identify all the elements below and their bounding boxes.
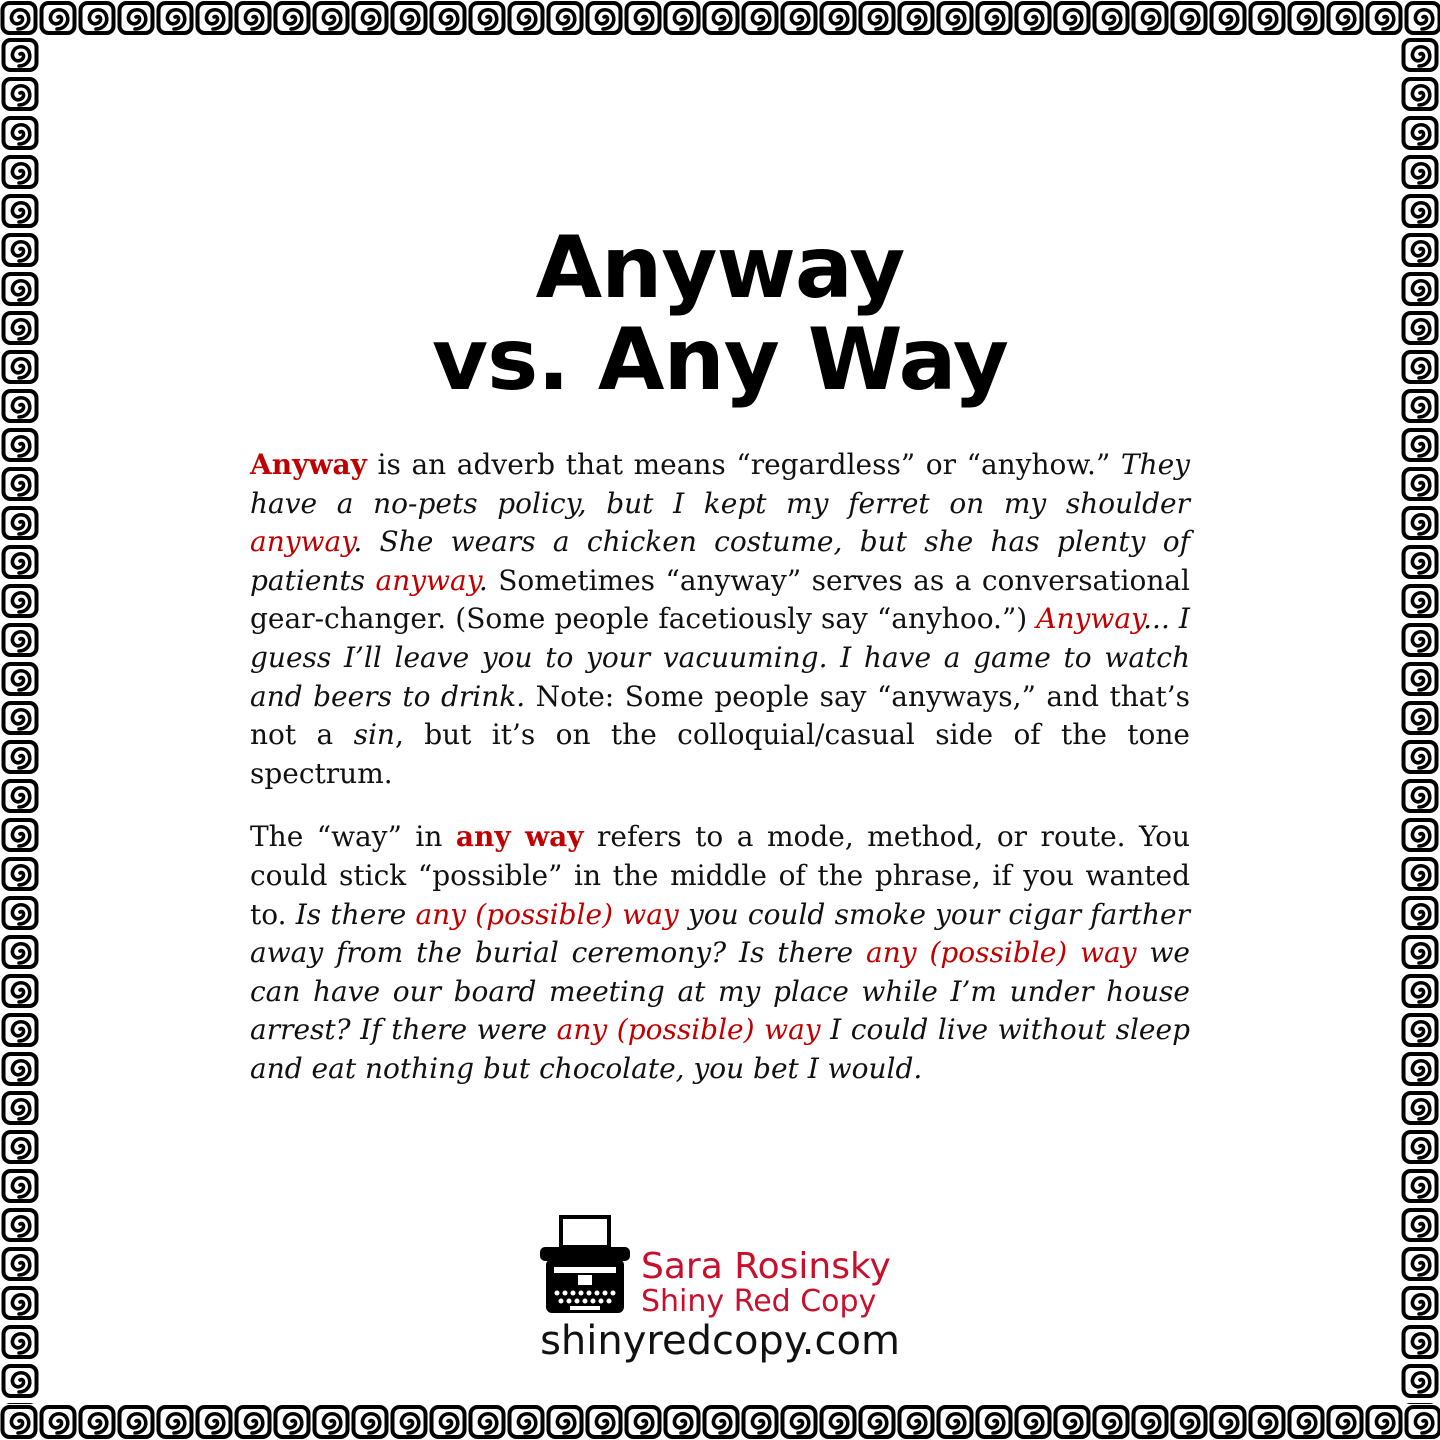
- note-emphasis: sin: [353, 718, 395, 752]
- body-segment: Sometimes “anyway” serves as a conversational gear-changer. (Some people facetiously say “anyhoo.”): [250, 563, 1191, 636]
- page-title: [0, 218, 1440, 410]
- brand-name: Shiny Red Copy: [641, 1284, 877, 1319]
- example-highlight: any (possible) way: [556, 1013, 821, 1047]
- spiral-border-bottom: [0, 1404, 1440, 1440]
- term-any-way: any way: [455, 820, 584, 854]
- definition-text: is an adverb that means “regardless” or “anyhow.”: [366, 448, 1121, 481]
- example-highlight: Anyway: [1036, 602, 1144, 636]
- spiral-border-top: [0, 0, 1440, 36]
- body-text: [250, 446, 1190, 1114]
- example-segment: . She wears a chicken costume, but she has plenty of patients: [250, 525, 1190, 597]
- example-segment: you could smoke your cigar farther away from the burial ceremony? Is there: [250, 897, 1190, 970]
- website-url: shinyredcopy.com: [540, 1318, 900, 1364]
- title-line-2: vs. Any Way: [432, 310, 1008, 410]
- example-segment: we can have our board meeting at my place while I’m under house arrest? If there were: [250, 936, 1190, 1047]
- example-highlight: any (possible) way: [866, 936, 1137, 970]
- example-text: [250, 898, 1190, 1085]
- example-segment: ... I guess I’ll leave you to your vacuuming. I have a game to watch and beers to drink.: [250, 602, 1190, 713]
- example-segment: I could live without sleep and eat nothing but chocolate, you bet I would.: [250, 1013, 1190, 1085]
- paragraph-any-way: [250, 818, 1190, 1088]
- example-segment: .: [478, 563, 488, 597]
- paragraph-anyway: [250, 446, 1190, 793]
- body-segment: The “way” in: [250, 820, 456, 854]
- example-highlight: any (possible) way: [415, 897, 679, 931]
- title-line-1: Anyway: [535, 218, 905, 318]
- typewriter-icon: [540, 1215, 630, 1315]
- example-segment: Is there: [295, 897, 416, 931]
- footer: [0, 1215, 1440, 1365]
- note-text: Note: Some people say “anyways,” and that’s not a: [250, 679, 1190, 752]
- example-highlight: anyway: [375, 563, 479, 597]
- example-segment: They have a no-pets policy, but I kept my ferret on my shoulder: [250, 448, 1190, 520]
- term-anyway: Anyway: [250, 448, 367, 481]
- body-segment: refers to a mode, method, or route. You could stick “possible” in the middle of the phrase, if you wanted to.: [250, 820, 1190, 931]
- author-name: Sara Rosinsky: [641, 1246, 891, 1287]
- example-highlight: anyway: [250, 525, 354, 559]
- note-text: , but it’s on the colloquial/casual side of the tone spectrum.: [250, 718, 1190, 790]
